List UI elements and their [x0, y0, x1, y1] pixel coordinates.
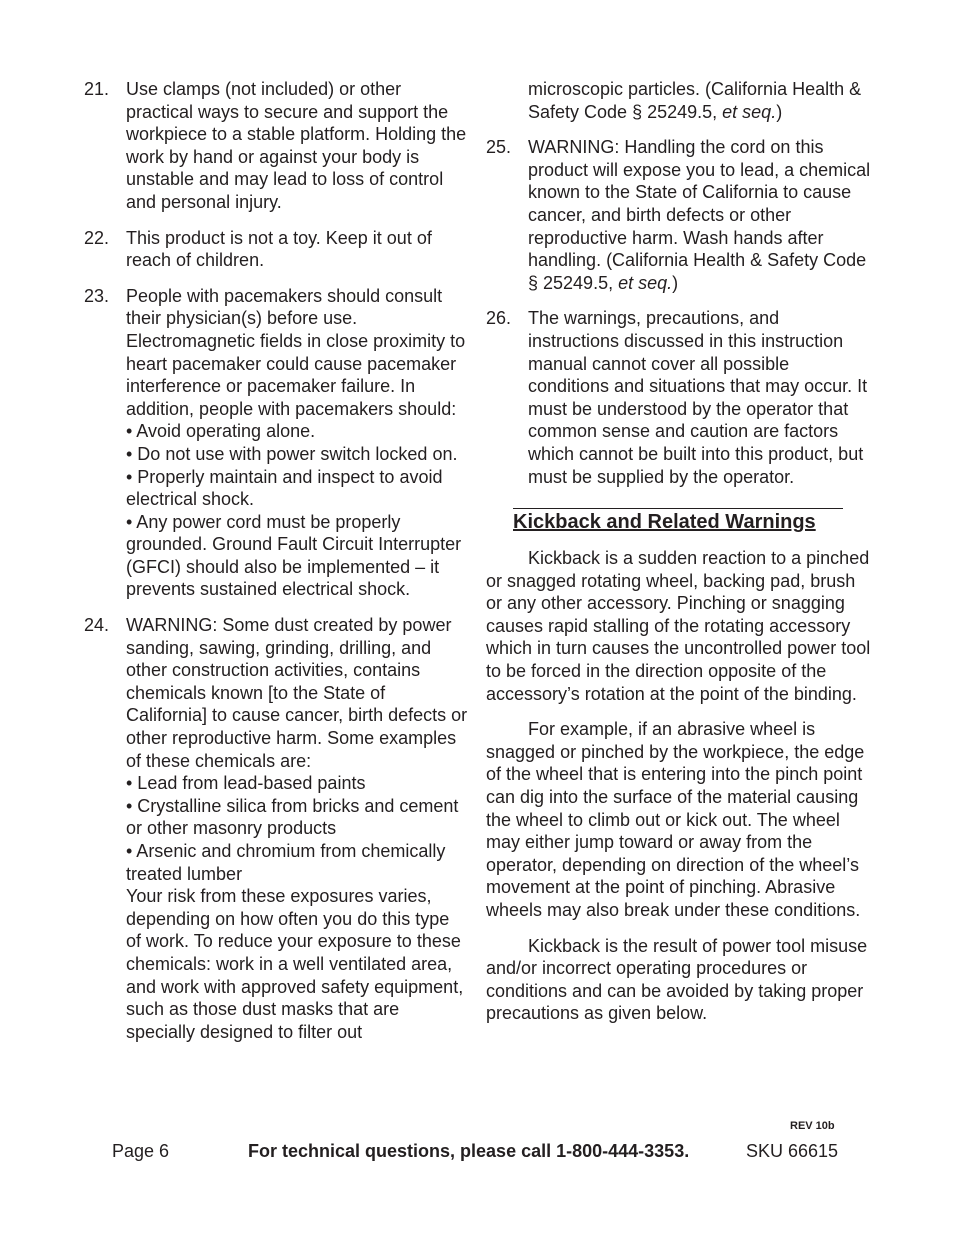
bullet-line: • Any power cord must be properly grounded. Ground Fault Circuit Interrupter (GFCI) should also be implemented – it prevents sustained electrical shock. — [126, 511, 462, 600]
bullet-line: • Arsenic and chromium from chemically treated lumber — [126, 841, 446, 884]
paragraph: Kickback is a sudden reaction to a pinched or snagged rotating wheel, backing pad, brush or any other accessory. Pinching or snagging causes rapid stalling of the rotating accessory which in turn causes the uncontrolled power tool to be forced in the direction opposite of the accessory’s rotation at the point of the binding. — [486, 548, 871, 704]
item-end: ) — [672, 272, 679, 293]
continuation-body: microscopic particles. (California Health & Safety Code § 25249.5, — [528, 79, 862, 122]
paragraph: For example, if an abrasive wheel is snagged or pinched by the workpiece, the edge of the wheel that is entering into the pinch point can dig into the surface of the material causing the wheel to climb out or kick out. The wheel may either jump toward or away from the operator, depending on direction of the wheel’s movement at the point of pinching. Abrasive wheels may also break under these conditions. — [486, 719, 865, 920]
item-text — [126, 285, 469, 601]
item-text — [126, 78, 469, 214]
item-line: Use clamps (not included) or other practical ways to secure and support the workpiece to a stable platform. Holding the work by hand or against your body is unstable and may lead to loss of control and personal injury. — [126, 79, 467, 212]
bullet-line: • Do not use with power switch locked on. — [126, 443, 458, 464]
bullet-line: • Avoid operating alone. — [126, 421, 316, 442]
continuation-text — [486, 78, 871, 123]
page-number: Page 6 — [112, 1141, 170, 1161]
item-text — [126, 614, 469, 1043]
revision-label: REV 10b — [790, 1120, 835, 1132]
item-body: The warnings, precautions, and instructions discussed in this instruction manual cannot cover all possible conditions and situations that may occur. It must be understood by the operator that common sense and caution are factors which cannot be built into this product, but must be supplied by the operator. — [528, 308, 868, 487]
item-text — [528, 307, 871, 488]
section-heading-wrap — [486, 508, 871, 535]
bullet-line: • Crystalline silica from bricks and cement or other masonry products — [126, 795, 459, 839]
item-line: This product is not a toy. Keep it out of reach of children. — [126, 227, 432, 271]
item-number: 22. — [84, 227, 110, 248]
list-item-25 — [486, 136, 871, 294]
paragraph: Kickback is the result of power tool misuse and/or incorrect operating procedures or conditions and can be avoided by taking proper precautions as given below. — [486, 935, 868, 1024]
item-number: 25. — [486, 137, 512, 158]
item-line: WARNING: Some dust created by power sanding, sawing, grinding, drilling, and other construction activities, contains chemicals known [to the State of California] to cause cancer, birth defects or other reproductive harm. Some examples of these chemicals are: — [126, 615, 468, 771]
continuation-italic: et seq. — [722, 101, 777, 122]
item-number: 26. — [486, 308, 512, 329]
item-italic: et seq. — [618, 272, 673, 293]
list-item-21 — [84, 78, 469, 214]
item-line: People with pacemakers should consult their physician(s) before use. Electromagnetic fields in close proximity to heart pacemaker could cause pacemaker interference or pacemaker failure. In addition, people with pacemakers should: — [126, 285, 466, 419]
list-item-23 — [84, 285, 469, 601]
sku-label: SKU 66615 — [746, 1141, 839, 1161]
item-number: 23. — [84, 285, 110, 306]
list-item-24 — [84, 614, 469, 1043]
list-item-26 — [486, 307, 871, 488]
item-text — [528, 136, 871, 294]
continuation-end: ) — [776, 101, 783, 122]
item-body: WARNING: Handling the cord on this product will expose you to lead, a chemical known to the State of California to cause cancer, and birth defects or other reproductive harm. Wash hands after handling. (California Health & Safety Code § 25249.5, — [528, 137, 871, 293]
item-number: 24. — [84, 615, 110, 636]
item-number: 21. — [84, 79, 110, 99]
section-heading: Kickback and Related Warnings — [513, 508, 843, 535]
right-column — [486, 78, 871, 1038]
item-text — [126, 227, 469, 272]
list-item-22 — [84, 227, 469, 272]
item-line: Your risk from these exposures varies, depending on how often you do this type of work. To reduce your exposure to these chemicals: work in a well ventilated area, and work with approved safety equipment, such as those dust masks that are specially designed to filter out — [126, 886, 464, 1042]
left-column — [84, 78, 469, 1056]
bullet-line: • Properly maintain and inspect to avoid electrical shock. — [126, 466, 443, 510]
bullet-line: • Lead from lead-based paints — [126, 773, 366, 794]
tech-support-line: For technical questions, please call 1-800-444-3353. — [248, 1141, 690, 1161]
